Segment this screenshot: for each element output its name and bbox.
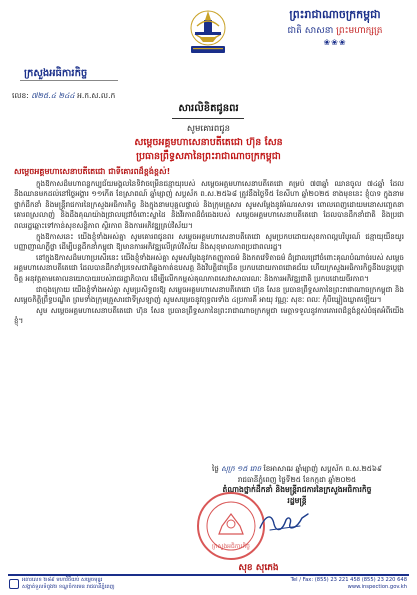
paragraph-1: ក្នុងឱកាសដ៏មហាពន្លកប្បជ័យមង្គលនៃទិវាចម្រើនជន្មាយុរបស់ សម្តេចអគ្គមហាសេនាបតីតេជោ គម្រប់ ៧៣ឆ្នាំ ឈានចូល ៧៤ឆ្នាំ ដែលនឹងឈានមកដល់នៅថ្ងៃអង្គារ ១១កើត ខែស្រាពណ៍ ឆ្នាំម្សាញ់ សប្តស័ក ព.ស.២៥៦៨ ត្រូវនឹងថ្ងៃទី៥ ខែសីហា ឆ្នាំ២០២៥ ខាងមុខនេះ ខ្ញុំបាទ ក្នុងនាមថ្នាក់ដឹកនាំ និងមន្ត្រីរាជការនៃក្រសួងអធិការកិច្ច និងក្នុងនាមបុគ្គលផ្ទាល់ និងក្រុមគ្រួសារ សូមសម្តែងនូវអំណរសាទរ ពោលពេញដោយមនោសញ្ចេតនាគោរពស្រលាញ់ និងដឹងគុណយ៉ាងជ្រាលជ្រៅចំពោះស្នាដៃ និងវីរភាពដ៏ធំធេងរបស់ សម្តេចអគ្គមហាសេនាបតីតេជោ ដែលបានដឹកនាំជាតិ និងប្រជាពលរដ្ឋឆ្ពោះទៅកាន់សុខសន្តិភាព ស្ថិរភាព និងការអភិវឌ្ឍគ្រប់វិស័យ។ xyxy=(14,178,404,230)
solar-date: រាជធានីភ្នំពេញ ថ្ងៃទី២៥ ខែកក្កដា ឆ្នាំ២០២៥ xyxy=(237,474,357,484)
motto-nation: ជាតិ xyxy=(287,26,302,36)
letter-body xyxy=(14,167,404,327)
footer-website[interactable]: www.inspection.gov.kh xyxy=(347,584,407,590)
paragraph-3: នៅក្នុងឱកាសដ៏មហាប្រសើរនេះ យើងខ្ញុំទាំងអស់គ្នា សូមសម្តែងនូវកតញ្ញូតាធម៌ និងកតវេទិតាធម៌ ដ៏ជ្រាលជ្រៅចំពោះគុណបំណាច់របស់ សម្តេចអគ្គមហាសេនាបតីតេជោ ដែលបានដឹកនាំប្រទេសជាតិឆ្លងកាត់ឧបសគ្គ និងវិបត្តិជាច្រើន ប្រកបដោយភាពជោគជ័យ ហើយក្រសួងអធិការកិច្ចនឹងបន្តប្តេជ្ញាចិត្ត អនុវត្តតាមគោលនយោបាយរបស់រាជរដ្ឋាភិបាល ដើម្បីលើកកម្ពស់គុណភាពសេវាសាធារណៈ និងការអភិវឌ្ឍជាតិ ប្រកបដោយចីរភាព។ xyxy=(14,252,404,283)
lunar-date-prefix: ថ្ងៃ xyxy=(211,464,219,473)
addressee-name: សម្តេចអគ្គមហាសេនាបតីតេជោ ហ៊ុន សែន xyxy=(134,137,283,148)
footer-phone: Tel / Fax: (855) 23 221 458 (855) 23 220 648 xyxy=(290,577,407,583)
letter-title: សារលិខិតជូនពរ xyxy=(178,103,239,114)
paragraph-4: ជាចុងក្រោយ យើងខ្ញុំទាំងអស់គ្នា សូមប្រសិទ្ធពរឱ្យ សម្តេចអគ្គមហាសេនាបតីតេជោ ហ៊ុន សែន ប្រធានព្រឹទ្ធសភានៃព្រះរាជាណាចក្រកម្ពុជា និងសម្តេចកិត្តិព្រឹទ្ធបណ្ឌិត ព្រមទាំងក្រុមគ្រួសារជាទីស្រឡាញ់ សូមសម្រេចនូវពុទ្ធពរទាំង ៤ប្រការគឺ អាយុ វណ្ណៈ សុខៈ ពលៈ កុំបីឃ្លៀងឃ្លាតឡើយ។ xyxy=(14,284,404,305)
footer-address xyxy=(22,577,115,591)
paragraph-2: ក្នុងឱកាសនេះ យើងខ្ញុំទាំងអស់គ្នា សូមគោរពជូនពរ សម្តេចអគ្គមហាសេនាបតីតេជោ សូមប្រកបដោយសុខភាពល្អបរិបូរណ៍ ជន្មាយុយឺនយូរ បញ្ញាញាណភ្លឺថ្លា ដើម្បីបន្តដឹកនាំកម្ពុជា ឱ្យមានការអភិវឌ្ឍលើគ្រប់វិស័យ និងសុខុមាលភាពប្រជាពលរដ្ឋ។ xyxy=(14,231,404,252)
ministry-logo xyxy=(183,4,233,58)
closing-paragraph: សូម សម្តេចអគ្គមហាសេនាបតីតេជោ ហ៊ុន សែន ប្រធានព្រឹទ្ធសភានៃព្រះរាជាណាចក្រកម្ពុជា មេត្តាទទួលនូវការគោរពដ៏ខ្ពង់ខ្ពស់បំផុតអំពីយើងខ្ញុំ។ xyxy=(14,305,404,326)
map-pin-icon xyxy=(9,579,19,589)
signer-name: សុខ សុភេង xyxy=(238,563,279,573)
footer-address-line-2: សង្កាត់ទួលទំពូង២ ខណ្ឌចំការមន រាជធានីភ្នំពេញ xyxy=(22,584,115,590)
signatory-title: តំណាងថ្នាក់ដឹកនាំ និងមន្ត្រីរាជការនៃក្រសួងអធិការកិច្ច xyxy=(222,485,372,494)
kingdom-header xyxy=(265,8,405,48)
footer-contact xyxy=(291,577,407,591)
motto-religion: សាសនា xyxy=(304,26,334,36)
header-ornament: ❀❀❀ xyxy=(323,38,347,47)
lunar-date-rest: ខែអាសាឍ ឆ្នាំម្សាញ់ សប្តស័ក ព.ស.២៥៦៩ xyxy=(263,464,383,473)
kingdom-title: ព្រះរាជាណាចក្រកម្ពុជា xyxy=(289,8,381,21)
reference-suffix: អ.ក.ស.ល.ក xyxy=(77,91,116,100)
reference-handwritten: ៧២៥.៤ ២៤៤ xyxy=(31,91,75,100)
handwritten-signature xyxy=(256,510,312,536)
lunar-date-handwritten: សុក្រ ១៥ រោច xyxy=(221,464,262,473)
reference-label: លេខ: xyxy=(12,91,29,100)
ministry-divider xyxy=(20,80,118,81)
lunar-date xyxy=(197,464,397,475)
ministry-name: ក្រសួងអធិការកិច្ច xyxy=(24,68,88,79)
addressee-greeting: សូមគោរពជូន xyxy=(186,124,231,134)
kingdom-motto xyxy=(265,24,405,38)
salutation: សម្តេចអគ្គមហាសេនាបតីតេជោ ជាទីគោរពដ៏ខ្ពង់ខ្ពស់! xyxy=(14,167,171,176)
footer-divider xyxy=(8,574,409,576)
signatory-rank: រដ្ឋមន្ត្រី xyxy=(287,495,307,505)
title-underline xyxy=(172,118,244,119)
seal-text: ក្រសួងអធិការកិច្ច xyxy=(212,543,250,550)
addressee-position: ប្រធានព្រឹទ្ធសភានៃព្រះរាជាណាចក្រកម្ពុជា xyxy=(136,151,281,162)
motto-king: ព្រះមហាក្សត្រ xyxy=(336,26,383,36)
footer-address-line-1: អគារលេខ ២៨៩ មហាវិថីយប់ សម្តេចមុន្ធរ xyxy=(22,577,103,583)
